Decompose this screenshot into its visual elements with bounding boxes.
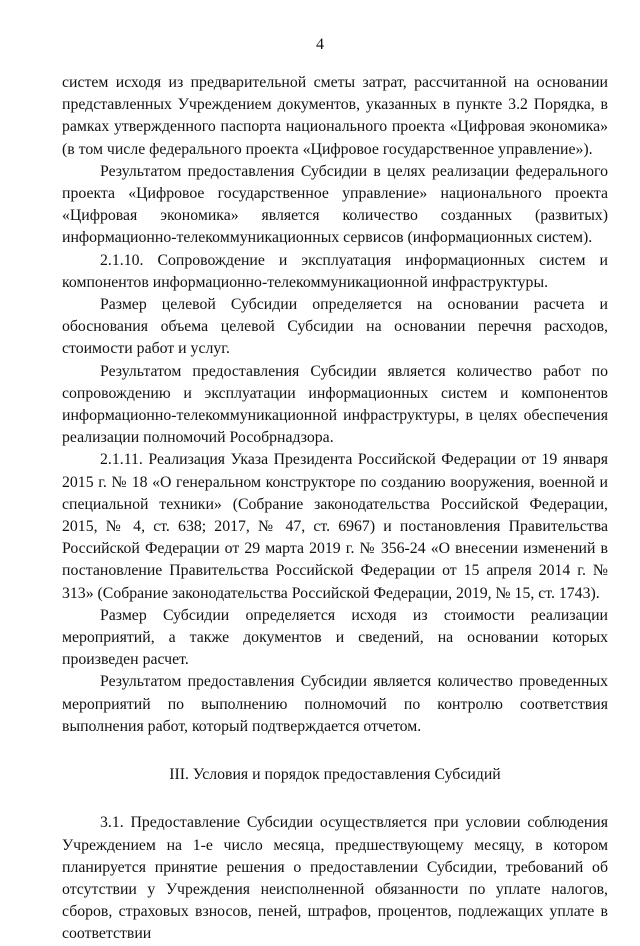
section-title: III. Условия и порядок предоставления Субсидий bbox=[169, 766, 501, 784]
paragraph-continuation: систем исходя из предварительной сметы затрат, рассчитанной на основании представленных Учреждением документов, указанных в пункте 3.2 Порядка, в рамках утвержденного паспорта национального проекта «Цифровая экономика» (в том числе федерального проекта «Цифровое государственное управление»). bbox=[62, 74, 608, 158]
paragraph-item-2-1-10: 2.1.10. Сопровождение и эксплуатация информационных систем и компонентов информационно-телекоммуникационной инфраструктуры. bbox=[62, 251, 608, 291]
paragraph-subsidy-size: Размер Субсидии определяется исходя из стоимости реализации мероприятий, а также документов и сведений, на основании которых произведен расчет. bbox=[62, 606, 608, 669]
paragraph-result-digital-governance: Результатом предоставления Субсидии в целях реализации федерального проекта «Цифровое государственное управление» национального проекта «Цифровая экономика» является количество созданных (развитых) информационно-телекоммуникационных сервисов (информационных систем). bbox=[62, 162, 608, 247]
paragraph-result-control: Результатом предоставления Субсидии является количество проведенных мероприятий по выполнению полномочий по контролю соответствия выполнения работ, который подтверждается отчетом. bbox=[62, 673, 608, 735]
paragraph-item-2-1-11: 2.1.11. Реализация Указа Президента Российской Федерации от 19 января 2015 г. № 18 «О генеральном конструкторе по созданию вооружения, военной и специальной техники» (Собрание законодательства Российской Федерации, 2015, № 4, ст. 638; 2017, № 47, ст. 6967) и постановления Правительства Российской Федерации от 29 марта 2019 г. № 356-24 «О внесении изменений в постановление Правительства Российской Федерации от 15 апреля 2014 г. № 313» (Собрание законодательства Российской Федерации, 2019, № 15, ст. 1743). bbox=[62, 451, 608, 602]
paragraph-result-maintenance: Результатом предоставления Субсидии является количество работ по сопровождению и эксплуатации информационных систем и компонентов информационно-телекоммуникационной инфраструктуры, в целях обеспечения реализации полномочий Рособрнадзора. bbox=[62, 362, 608, 447]
document-body bbox=[62, 72, 608, 946]
page-number: 4 bbox=[316, 36, 324, 53]
paragraph-item-3-1: 3.1. Предоставление Субсидии осуществляется при условии соблюдения Учреждением на 1-е число месяца, предшествующему месяцу, в котором планируется принятие решения о предоставлении Субсидии, требований об отсутствии у Учреждения неисполненной обязанности по уплате налогов, сборов, страховых взносов, пеней, штрафов, процентов, подлежащих уплате в соответствии bbox=[62, 814, 608, 943]
paragraph-target-subsidy-size: Размер целевой Субсидии определяется на основании расчета и обоснования объема целевой Субсидии на основании перечня расходов, стоимости работ и услуг. bbox=[62, 296, 608, 358]
